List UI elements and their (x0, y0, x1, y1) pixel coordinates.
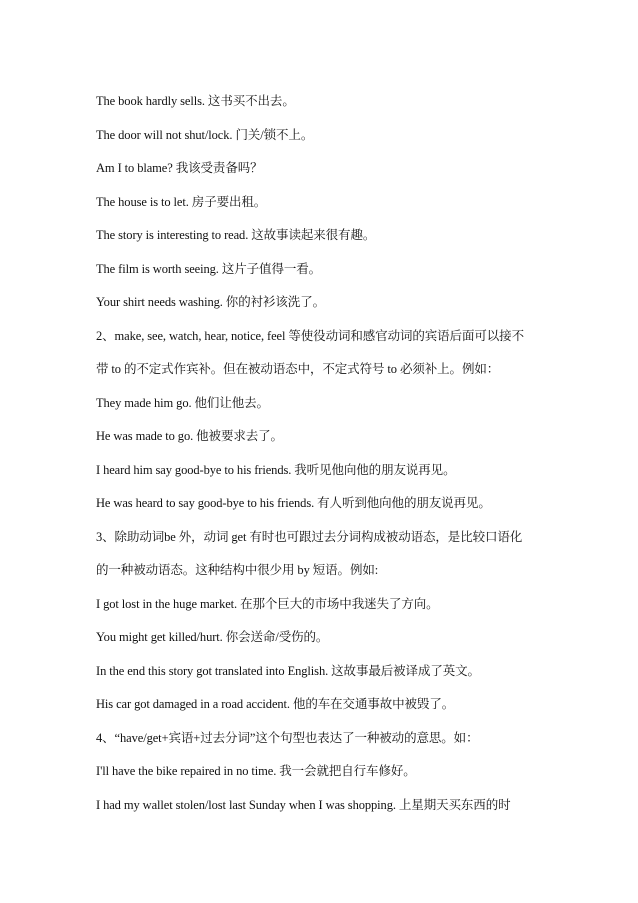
text-line: 2、make, see, watch, hear, notice, feel 等使役动词和感官动词的宾语后面可以接不 (96, 328, 524, 343)
text-line: 带 to 的不定式作宾补。但在被动语态中，不定式符号 to 必须补上。例如： (96, 362, 500, 376)
text-line: The film is worth seeing. 这片子值得一看。 (96, 261, 322, 276)
text-line: The door will not shut/lock. 门关/锁不上。 (96, 127, 314, 142)
document-text (96, 90, 566, 827)
text-line: You might get killed/hurt. 你会送命/受伤的。 (96, 630, 329, 644)
text-line: His car got damaged in a road accident. 他的车在交通事故中被毁了。 (96, 697, 455, 711)
text-line: I had my wallet stolen/lost last Sunday when I was shopping. 上星期天买东西的时 (96, 797, 511, 812)
text-line: 3、除助动词be 外，动词 get 有时也可跟过去分词构成被动语态，是比较口语化 (96, 529, 523, 544)
text-line: Your shirt needs washing. 你的衬衫该洗了。 (96, 295, 326, 309)
text-line: I'll have the bike repaired in no time. 我一会就把自行车修好。 (96, 764, 416, 778)
text-line: The book hardly sells. 这书买不出去。 (96, 94, 295, 108)
text-line: In the end this story got translated into English. 这故事最后被译成了英文。 (96, 663, 480, 678)
text-line: 4、“have/get+宾语+过去分词”这个句型也表达了一种被动的意思。如： (96, 730, 479, 745)
text-line: They made him go. 他们让他去。 (96, 395, 269, 410)
text-line: Am I to blame? 我该受责备吗？ (96, 161, 263, 175)
text-line: The story is interesting to read. 这故事读起来很有趣。 (96, 228, 376, 242)
text-line: I got lost in the huge market. 在那个巨大的市场中我迷失了方向。 (96, 596, 439, 611)
text-line: He was heard to say good-bye to his friends. 有人听到他向他的朋友说再见。 (96, 496, 491, 510)
text-line: 的一种被动语态。这种结构中很少用 by 短语。例如: (96, 563, 379, 577)
text-line: He was made to go. 他被要求去了。 (96, 429, 283, 443)
text-line: The house is to let. 房子要出租。 (96, 194, 267, 209)
text-line: I heard him say good-bye to his friends. 我听见他向他的朋友说再见。 (96, 462, 456, 477)
